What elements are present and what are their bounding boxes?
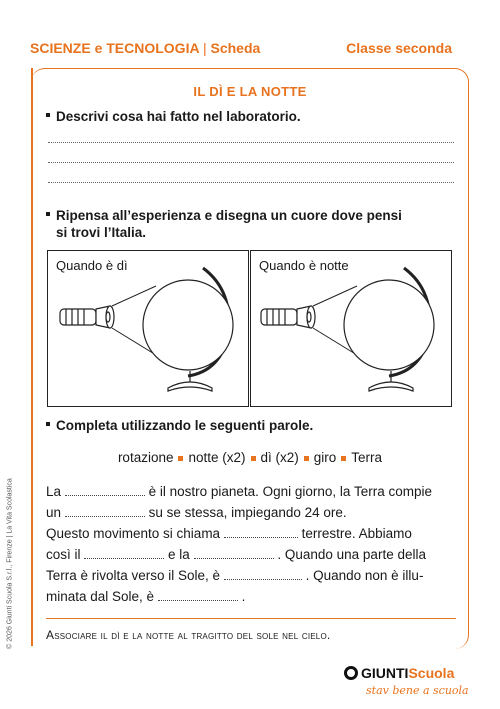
answer-line[interactable] (48, 182, 454, 183)
square-separator-icon (304, 456, 309, 461)
blank-field[interactable] (65, 504, 145, 517)
drawing-box-night[interactable] (250, 250, 452, 407)
logo-tagline: stav bene a scuola (366, 684, 469, 697)
square-separator-icon (251, 456, 256, 461)
word-item: dì (x2) (260, 450, 299, 465)
blank-field[interactable] (158, 588, 238, 601)
answer-line[interactable] (48, 142, 454, 143)
square-separator-icon (341, 456, 346, 461)
flashlight-globe-illustration (251, 251, 451, 406)
question-2: Ripensa all’esperienza e disegna un cuore dove pensi si trovi l’Italia. (46, 207, 402, 241)
word-item: Terra (351, 450, 383, 465)
blank-field[interactable] (194, 546, 274, 559)
page-frame-left (31, 68, 33, 646)
blank-field[interactable] (224, 567, 302, 580)
header-subject: SCIENZE e TECNOLOGIA | Scheda (30, 40, 261, 56)
word-item: giro (313, 450, 337, 465)
box-label: Quando è dì (56, 258, 128, 273)
blank-field[interactable] (65, 483, 145, 496)
blank-field[interactable] (84, 546, 164, 559)
copyright: © 2026 Giunti Scuola S.r.l., Firenze | La Vita Scolastica (6, 478, 14, 649)
flashlight-globe-illustration (48, 251, 248, 406)
page-title: IL DÌ E LA NOTTE (193, 84, 307, 99)
word-item: notte (x2) (188, 450, 246, 465)
bullet-icon (46, 212, 50, 216)
bullet-icon (46, 113, 50, 117)
question-3: Completa utilizzando le seguenti parole. (46, 418, 313, 433)
square-separator-icon (178, 456, 183, 461)
blank-field[interactable] (224, 525, 298, 538)
footer-note: Associare il dì e la notte al tragitto del sole nel cielo. (46, 628, 331, 642)
word-bank (0, 450, 500, 465)
bullet-icon (46, 422, 50, 426)
header-class: Classe seconda (346, 40, 452, 56)
word-item: rotazione (117, 450, 174, 465)
giunti-logo: GIUNTIScuola (344, 665, 454, 681)
box-label: Quando è notte (259, 258, 349, 273)
divider (46, 618, 456, 619)
drawing-box-day[interactable] (47, 250, 249, 407)
fill-in-paragraph: La è il nostro pianeta. Ogni giorno, la Terra compie un su se stessa, impiegando 24 ore. Questo movimento si chiama terrestre. Abbiamo così il e la . Quando una parte della Terra è rivolta verso il Sole, è . Quando non è illu- minata dal Sole, è . (46, 484, 432, 604)
answer-line[interactable] (48, 162, 454, 163)
giunti-g-icon (344, 666, 358, 680)
question-1: Descrivi cosa hai fatto nel laboratorio. (46, 109, 301, 124)
